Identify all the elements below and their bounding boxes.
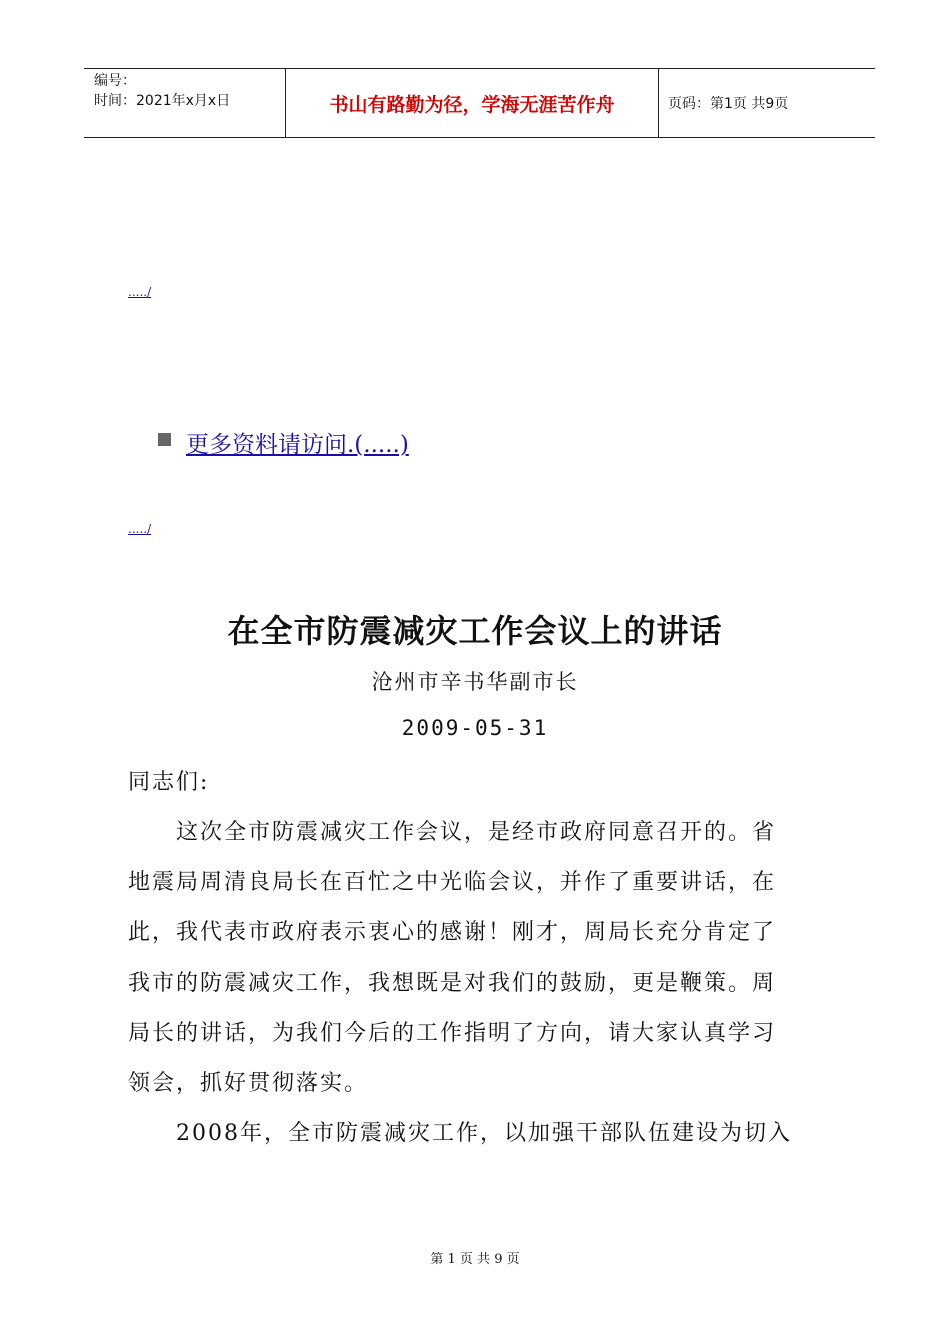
article-title: 在全市防震减灾工作会议上的讲话 xyxy=(227,612,723,650)
square-bullet-icon xyxy=(158,433,171,446)
body-line-1: 这次全市防震减灾工作会议，是经市政府同意召开的。省 xyxy=(176,820,777,845)
small-link-top[interactable]: ...../ xyxy=(128,285,152,299)
body-line-3: 此，我代表市政府表示衷心的感谢！刚才，周局长充分肯定了 xyxy=(128,920,777,945)
serial-label: 编号： xyxy=(94,73,136,89)
body-line-2: 地震局周清良局长在百忙之中光临会议，并作了重要讲话，在 xyxy=(128,870,777,895)
article-date: 2009-05-31 xyxy=(401,716,549,740)
header-page-info: 页码：第1页 共9页 xyxy=(668,96,789,112)
header-meta-cell xyxy=(84,69,286,137)
small-link-bottom[interactable]: ...../ xyxy=(128,522,152,536)
body-line-7: 2008年，全市防震减灾工作，以加强干部队伍建设为切入 xyxy=(176,1121,792,1146)
page-footer: 第 1 页 共 9 页 xyxy=(430,1252,520,1267)
greeting: 同志们: xyxy=(128,770,210,795)
body-line-6: 领会，抓好贯彻落实。 xyxy=(128,1071,369,1096)
more-resources-link[interactable]: 更多资料请访问.(.....) xyxy=(186,432,409,458)
article-author: 沧州市辛书华副市长 xyxy=(371,670,579,694)
time-label: 时间：2021年x月x日 xyxy=(94,93,231,109)
document-header xyxy=(84,68,875,138)
header-motto: 书山有路勤为径，学海无涯苦作舟 xyxy=(286,69,659,137)
body-line-4: 我市的防震减灾工作，我想既是对我们的鼓励，更是鞭策。周 xyxy=(128,971,777,996)
body-line-5: 局长的讲话，为我们今后的工作指明了方向，请大家认真学习 xyxy=(128,1021,777,1046)
